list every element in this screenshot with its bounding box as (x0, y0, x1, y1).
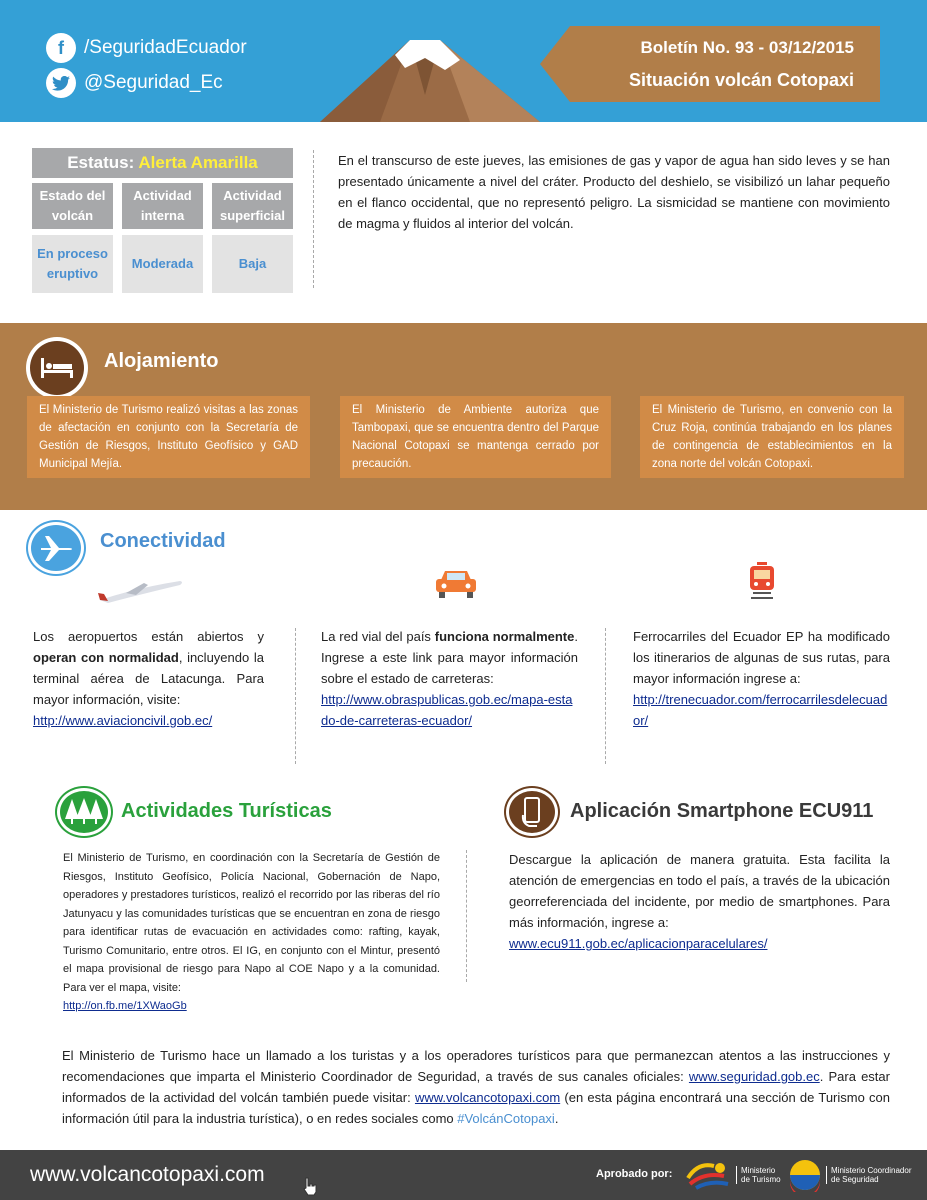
trains-link[interactable]: http://trenecuador.com/ferrocarrilesdelecuador/ (633, 692, 888, 728)
twitter-icon (46, 68, 76, 98)
intro-text: En el transcurso de este jueves, las emisiones de gas y vapor de agua han sido leves y se han presentado únicamente a nivel del cráter. Producto del deshielo, se visibilizó un lahar pequeño en el flanco occidental, que no representó peligro. La sismicidad se mantiene con movimiento de magma y fluidos al interior del volcán. (338, 153, 890, 231)
status-value: Baja (212, 235, 293, 293)
trains-column: Ferrocarriles del Ecuador EP ha modificado los itinerarios de algunas de sus rutas, para mayor información ingrese a: http://trenecuador.com/ferrocarrilesdelecuador/ (633, 629, 890, 728)
roads-link[interactable]: http://www.obraspublicas.gob.ec/mapa-estado-de-carreteras-ecuador/ (321, 692, 573, 728)
smartphone-icon (506, 788, 558, 836)
status-value: En proceso eruptivo (32, 235, 113, 293)
bed-icon (26, 337, 88, 399)
divider (313, 150, 314, 288)
divider (605, 628, 606, 764)
divider (466, 850, 467, 982)
ministerio-turismo-logo: Ministerio de Turismo (684, 1158, 781, 1192)
status-value: Moderada (122, 235, 203, 293)
app-title: Aplicación Smartphone ECU911 (570, 800, 874, 822)
alojamiento-title: Alojamiento (104, 350, 219, 372)
status-header: Estado del volcán (32, 183, 113, 229)
twitter-handle[interactable]: @Seguridad_Ec (46, 68, 223, 98)
ministerio-seguridad-logo: Ministerio Coordinador de Seguridad (788, 1158, 911, 1192)
bulletin-banner (540, 26, 880, 102)
turisticas-text: El Ministerio de Turismo, en coordinación con la Secretaría de Gestión de Riesgos, Instituto Geofísico, Policía Nacional, Gobernación de Napo, operadores y prestadores turísticos, realizó el recorrido por las riberas del río Jatunyacu y las comunidades turísticas que se encuentran en zona de riesgo para identificar rutas de evacuación en actividades como: rafting, kayak, Turismo Comunitario, entre otros. El IG, en conjunto con el Mintur, presentó el mapa provisional de riesgo para Napo al COE Napo y a la comunidad. Para ver el mapa, visite: http://on.fb.me/1XWaoGb (63, 852, 440, 1012)
divider (295, 628, 296, 764)
approved-label: Aprobado por: (596, 1168, 673, 1180)
volcano-illustration (300, 0, 560, 122)
footer (0, 1150, 927, 1200)
map-link[interactable]: http://on.fb.me/1XWaoGb (63, 1000, 187, 1012)
facebook-handle[interactable]: f /SeguridadEcuador (46, 33, 247, 63)
ecu911-link[interactable]: www.ecu911.gob.ec/aplicacionparacelulares/ (509, 936, 768, 951)
seguridad-link[interactable]: www.seguridad.gob.ec (688, 1069, 820, 1084)
volcancotopaxi-link[interactable]: www.volcancotopaxi.com (414, 1090, 561, 1105)
alojamiento-card: El Ministerio de Turismo, en convenio con la Cruz Roja, continúa trabajando en los planes de contingencia de establecimientos en la zona norte del volcán Cotopaxi. (640, 396, 904, 478)
status-header: Actividad superficial (212, 183, 293, 229)
bulletin-number: Boletín No. 93 - 03/12/2015 (640, 38, 854, 57)
alojamiento-section (0, 323, 927, 510)
alert-level: Alerta Amarilla (138, 153, 258, 172)
facebook-icon: f (46, 33, 76, 63)
status-panel (32, 148, 293, 293)
alojamiento-card: El Ministerio de Turismo realizó visitas a las zonas de afectación en conjunto con la Secretaría de Gestión de Riesgos, Instituto Geofísico y GAD Municipal Mejía. (27, 396, 310, 478)
car-icon (433, 568, 479, 600)
status-title: Estatus: Alerta Amarilla (32, 148, 293, 178)
forest-icon (57, 788, 111, 836)
app-text: Descargue la aplicación de manera gratuita. Esta facilita la atención de emergencias en todo el país, a través de la ubicación georreferenciada del incidente, por medio de smartphones. Para más información, ingrese a: www.ecu911.gob.ec/aplicacionparacelulares/ (509, 852, 890, 951)
bulletin-subject: Situación volcán Cotopaxi (628, 70, 854, 90)
turismo-emblem-icon (684, 1158, 732, 1192)
footer-site-link[interactable]: www.volcancotopaxi.com (30, 1163, 265, 1186)
airliner-image (96, 576, 186, 606)
pointer-hand-icon (300, 1176, 320, 1196)
aviation-link[interactable]: http://www.aviacioncivil.gob.ec/ (33, 713, 213, 728)
status-header: Actividad interna (122, 183, 203, 229)
train-icon (747, 562, 777, 602)
turisticas-title: Actividades Turísticas (121, 800, 332, 822)
header (0, 0, 927, 122)
roads-column: La red vial del país funciona normalmente. Ingrese a este link para mayor información sobre el estado de carreteras: http://www.obraspublicas.gob.ec/mapa-estado-de-carreteras-ecuador/ (321, 629, 578, 728)
closing-text: El Ministerio de Turismo hace un llamado a los turistas y a los operadores turísticos para que permanezcan atentos a las instrucciones y recomendaciones que imparta el Ministerio Coordinador de Seguridad, a través de sus canales oficiales: www.seguridad.gob.ec. Para estar informados de la actividad del volcán también puede visitar: www.volcancotopaxi.com (en esta página encontrará una sección de Turismo con información útil para la industria turística), o en redes sociales como #VolcánCotopaxi. (62, 1048, 890, 1126)
seguridad-emblem-icon (788, 1158, 822, 1192)
conectividad-title: Conectividad (100, 530, 226, 552)
airplane-icon (28, 522, 84, 574)
airports-column: Los aeropuertos están abiertos y operan con normalidad, incluyendo la terminal aérea de Latacunga. Para mayor información, visite: http://www.aviacioncivil.gob.ec/ (33, 629, 264, 728)
hashtag[interactable]: #VolcánCotopaxi (457, 1111, 555, 1126)
alojamiento-card: El Ministerio de Ambiente autoriza que Tambopaxi, que se encuentra dentro del Parque Nacional Cotopaxi se mantenga cerrado por precaución. (340, 396, 611, 478)
